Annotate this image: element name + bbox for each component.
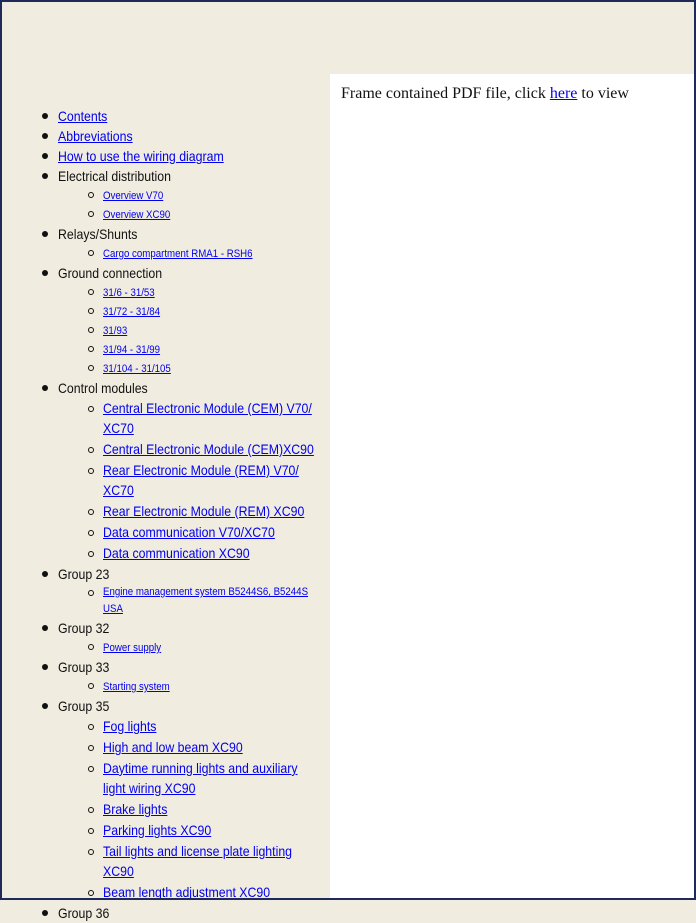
nav-subitem [58, 758, 348, 799]
circle-bullet-icon [88, 530, 94, 536]
nav-link-fog-lights[interactable]: Fog lights [103, 718, 157, 734]
nav-heading-ground-connection: Ground connection [58, 265, 163, 281]
nav-link-31-6-31-53[interactable]: 31/6 - 31/53 [103, 287, 155, 299]
nav-link-rear-electronic-module-rem-xc90[interactable]: Rear Electronic Module (REM) XC90 [103, 503, 305, 519]
nav-link-tail-lights-and-license-plate-lighting-xc90[interactable]: Tail lights and license plate lighting XC90 [103, 843, 293, 879]
nav-link-rear-electronic-module-rem-v70-xc70[interactable]: Rear Electronic Module (REM) V70/ XC70 [103, 462, 299, 498]
bullet-icon [42, 703, 48, 709]
nav-subitem [58, 677, 348, 696]
nav-subitem [58, 882, 348, 903]
nav-subitem [58, 439, 348, 460]
nav-subitem [58, 244, 348, 263]
nav-subitem [58, 522, 348, 543]
nav-link-31-94-31-99[interactable]: 31/94 - 31/99 [103, 344, 161, 356]
nav-link-data-communication-xc90[interactable]: Data communication XC90 [103, 545, 250, 561]
nav-subitem [58, 340, 348, 359]
nav-section-contents [2, 106, 348, 126]
nav-link-daytime-running-lights-and-auxiliary-light-wiring-xc90[interactable]: Daytime running lights and auxiliary light wiring XC90 [103, 760, 298, 796]
nav-section-abbreviations [2, 126, 348, 146]
message-after: to view [577, 85, 629, 102]
nav-heading-group-36: Group 36 [58, 905, 110, 921]
nav-subitem [58, 205, 348, 224]
circle-bullet-icon [88, 289, 94, 295]
nav-sublist [58, 584, 348, 618]
circle-bullet-icon [88, 724, 94, 730]
navigation-frame [2, 74, 330, 921]
message-before: Frame contained PDF file, click [341, 85, 550, 102]
nav-link-engine-management-system-b5244s6-b5244s-usa[interactable]: Engine management system B5244S6, B5244S USA [103, 586, 309, 615]
bullet-icon [42, 664, 48, 670]
nav-subitem [58, 283, 348, 302]
nav-heading-group-23: Group 23 [58, 566, 110, 582]
bullet-icon [42, 270, 48, 276]
nav-subitem [58, 716, 348, 737]
nav-heading-relays-shunts: Relays/Shunts [58, 226, 138, 242]
circle-bullet-icon [88, 346, 94, 352]
nav-link-central-electronic-module-cem-xc90[interactable]: Central Electronic Module (CEM)XC90 [103, 441, 314, 457]
nav-link-data-communication-v70-xc70[interactable]: Data communication V70/XC70 [103, 524, 275, 540]
nav-link-31-93[interactable]: 31/93 [103, 325, 128, 337]
circle-bullet-icon [88, 447, 94, 453]
bullet-icon [42, 173, 48, 179]
nav-heading-group-33: Group 33 [58, 659, 110, 675]
nav-section-electrical-distribution [2, 166, 348, 224]
circle-bullet-icon [88, 807, 94, 813]
circle-bullet-icon [88, 551, 94, 557]
nav-sublist [58, 244, 348, 263]
nav-sublist [58, 283, 348, 378]
nav-sublist [58, 677, 348, 696]
bullet-icon [42, 910, 48, 916]
nav-section-group-36 [2, 903, 348, 923]
view-pdf-link[interactable]: here [549, 85, 578, 102]
nav-sublist [58, 638, 348, 657]
circle-bullet-icon [88, 406, 94, 412]
circle-bullet-icon [88, 211, 94, 217]
nav-subitem [58, 841, 348, 882]
nav-subitem [58, 799, 348, 820]
circle-bullet-icon [88, 509, 94, 515]
nav-link-power-supply[interactable]: Power supply [103, 642, 162, 654]
nav-link-abbreviations[interactable]: Abbreviations [58, 128, 133, 144]
circle-bullet-icon [88, 468, 94, 474]
nav-subitem [58, 737, 348, 758]
nav-subitem [58, 460, 348, 501]
nav-subitem [58, 584, 348, 618]
bullet-icon [42, 571, 48, 577]
nav-section-group-23 [2, 564, 348, 618]
circle-bullet-icon [88, 766, 94, 772]
circle-bullet-icon [88, 250, 94, 256]
nav-link-beam-length-adjustment-xc90[interactable]: Beam length adjustment XC90 [103, 884, 271, 900]
nav-sublist [58, 186, 348, 224]
bullet-icon [42, 113, 48, 119]
circle-bullet-icon [88, 192, 94, 198]
nav-section-ground-connection [2, 263, 348, 378]
bullet-icon [42, 625, 48, 631]
nav-subitem [58, 638, 348, 657]
nav-heading-electrical-distribution: Electrical distribution [58, 168, 171, 184]
nav-link-contents[interactable]: Contents [58, 108, 108, 124]
circle-bullet-icon [88, 365, 94, 371]
nav-section-relays-shunts [2, 224, 348, 263]
nav-subitem [58, 302, 348, 321]
nav-sublist [58, 716, 348, 903]
nav-heading-group-32: Group 32 [58, 620, 110, 636]
pdf-viewer-frame [330, 74, 694, 898]
circle-bullet-icon [88, 828, 94, 834]
circle-bullet-icon [88, 745, 94, 751]
nav-link-brake-lights[interactable]: Brake lights [103, 801, 168, 817]
nav-link-31-104-31-105[interactable]: 31/104 - 31/105 [103, 363, 171, 375]
nav-link-overview-v70[interactable]: Overview V70 [103, 190, 164, 202]
nav-section-control-modules [2, 378, 348, 564]
nav-subitem [58, 820, 348, 841]
nav-link-high-and-low-beam-xc90[interactable]: High and low beam XC90 [103, 739, 243, 755]
nav-link-overview-xc90[interactable]: Overview XC90 [103, 209, 171, 221]
nav-link-cargo-compartment-rma1-rsh6[interactable]: Cargo compartment RMA1 - RSH6 [103, 248, 253, 260]
top-banner [2, 2, 694, 74]
nav-section-group-32 [2, 618, 348, 657]
nav-link-starting-system[interactable]: Starting system [103, 681, 170, 693]
circle-bullet-icon [88, 308, 94, 314]
nav-heading-group-35: Group 35 [58, 698, 110, 714]
circle-bullet-icon [88, 644, 94, 650]
nav-subitem [58, 359, 348, 378]
nav-heading-control-modules: Control modules [58, 380, 148, 396]
bullet-icon [42, 231, 48, 237]
nav-subitem [58, 543, 348, 564]
circle-bullet-icon [88, 890, 94, 896]
nav-section-group-35 [2, 696, 348, 903]
circle-bullet-icon [88, 683, 94, 689]
nav-sublist [58, 398, 348, 564]
nav-subitem [58, 398, 348, 439]
bullet-icon [42, 153, 48, 159]
nav-link-31-72-31-84[interactable]: 31/72 - 31/84 [103, 306, 161, 318]
nav-subitem [58, 321, 348, 340]
bullet-icon [42, 385, 48, 391]
nav-link-central-electronic-module-cem-v70-xc70[interactable]: Central Electronic Module (CEM) V70/ XC70 [103, 400, 312, 436]
nav-subitem [58, 186, 348, 205]
nav-section-group-33 [2, 657, 348, 696]
nav-subitem [58, 501, 348, 522]
circle-bullet-icon [88, 327, 94, 333]
nav-link-how-to-use-the-wiring-diagram[interactable]: How to use the wiring diagram [58, 148, 224, 164]
nav-link-parking-lights-xc90[interactable]: Parking lights XC90 [103, 822, 212, 838]
nav-list [2, 106, 348, 923]
circle-bullet-icon [88, 590, 94, 596]
pdf-frame-message [341, 85, 629, 103]
nav-section-how-to-use-the-wiring-diagram [2, 146, 348, 166]
bullet-icon [42, 133, 48, 139]
circle-bullet-icon [88, 849, 94, 855]
